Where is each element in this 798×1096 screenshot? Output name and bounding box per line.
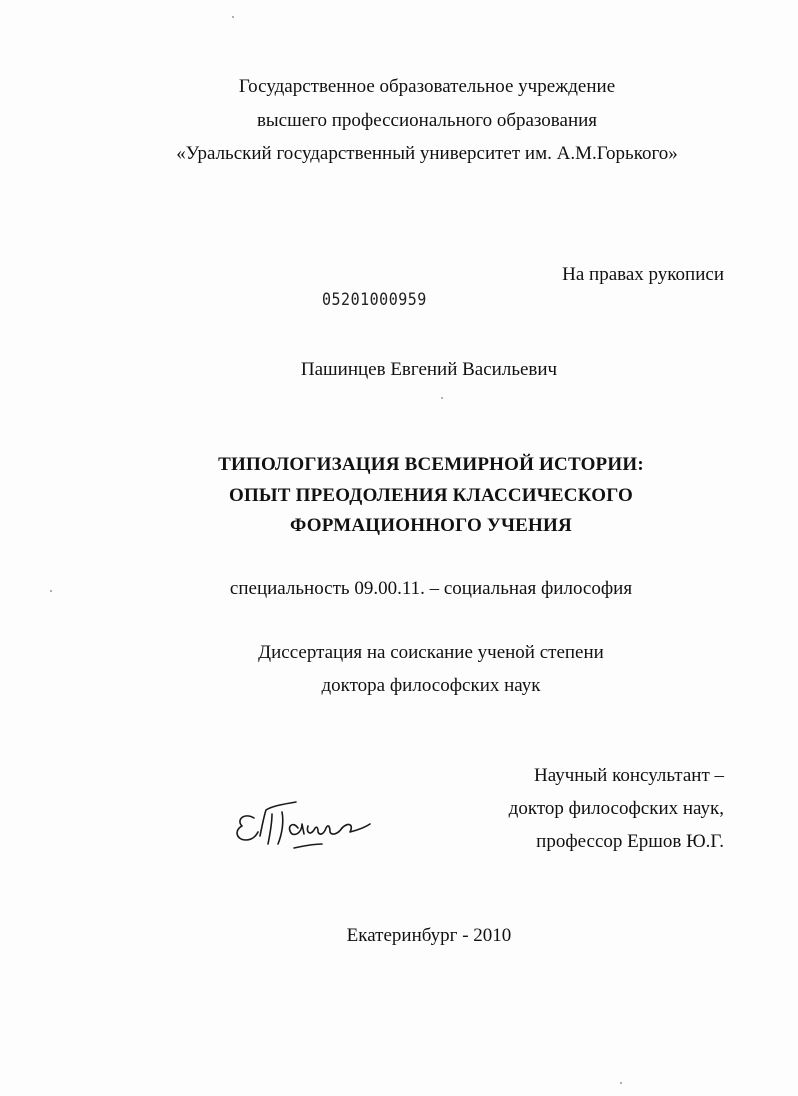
thesis-title-line-2: ОПЫТ ПРЕОДОЛЕНИЯ КЛАССИЧЕСКОГО	[228, 485, 634, 506]
city-and-year: Екатеринбург - 2010	[346, 925, 512, 946]
specialty-line: специальность 09.00.11. – социальная философия	[229, 578, 633, 599]
thesis-title-line-3: ФОРМАЦИОННОГО УЧЕНИЯ	[290, 515, 572, 536]
scan-speck	[232, 16, 234, 18]
manuscript-rights-note: На правах рукописи	[562, 264, 724, 285]
institution-line-1: Государственное образовательное учреждение	[238, 76, 616, 97]
author-name: Пашинцев Евгений Васильевич	[300, 359, 558, 380]
advisor-line-1: Научный консультант –	[534, 765, 724, 786]
scan-speck	[620, 1082, 622, 1084]
handwritten-signature	[232, 794, 377, 858]
advisor-line-3: профессор Ершов Ю.Г.	[536, 831, 724, 852]
scan-speck	[50, 590, 52, 592]
degree-line-2: доктора философских наук	[321, 675, 541, 696]
catalog-number-stamp: 05201000959	[322, 289, 427, 310]
advisor-line-2: доктор философских наук,	[508, 798, 724, 819]
thesis-title-line-1: ТИПОЛОГИЗАЦИЯ ВСЕМИРНОЙ ИСТОРИИ:	[218, 454, 644, 475]
degree-line-1: Диссертация на соискание ученой степени	[258, 642, 604, 663]
institution-line-3: «Уральский государственный университет им. А.М.Горького»	[176, 143, 678, 164]
institution-line-2: высшего профессионального образования	[256, 110, 598, 131]
scan-speck	[441, 397, 443, 399]
